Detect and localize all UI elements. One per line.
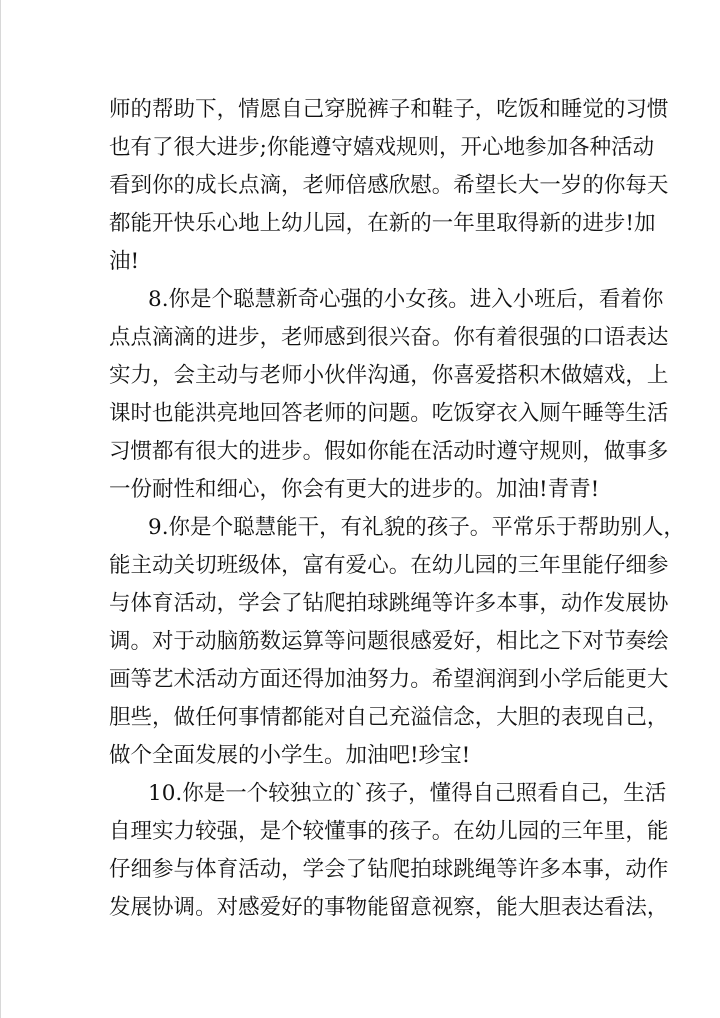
text-line: 自 理 实 力 较 强 ， 是 个 较 懂 事 的 孩 子 。 在 幼 儿 园 的 三 年 里 ， 能 <box>109 819 669 844</box>
text-line: 师 的 帮 助 下 ， 情 愿 自 己 穿 脱 裤 子 和 鞋 子 ， 吃 饭 和 睡 觉 的 习 惯 <box>109 97 669 122</box>
text-line: 做个全面发展的小学生。加油吧!珍宝! <box>109 743 471 768</box>
text-line: 胆 些 ， 做 任 何 事 情 都 能 对 自 己 充 溢 信 念 ， 大 胆 的 表 现 自 己 ， <box>109 705 669 730</box>
text-line: 实 力 ， 会 主 动 与 老 师 小 伙 伴 沟 通 ， 你 喜 爱 搭 积 木 做 嬉 戏 ， 上 <box>109 363 669 388</box>
text-line: 看 到 你 的 成 长 点 滴 ， 老 师 倍 感 欣 慰 。 希 望 长 大 一 岁 的 你 每 天 <box>109 173 669 198</box>
text-line: 画 等 艺 术 活 动 方 面 还 得 加 油 努 力 。 希 望 润 润 到 小 学 后 能 更 大 <box>109 667 669 692</box>
text-line: 都 能 开 快 乐 心 地 上 幼 儿 园 ， 在 新 的 一 年 里 取 得 新 的 进 步 ! 加 <box>109 211 656 236</box>
page-edge <box>0 0 1 1018</box>
text-line: 习 惯 都 有 很 大 的 进 步 。 假 如 你 能 在 活 动 时 遵 守 规 则 ， 做 事 多 <box>109 439 669 464</box>
text-line: 与 体 育 活 动 ， 学 会 了 钻 爬 拍 球 跳 绳 等 许 多 本 事 ， 动 作 发 展 协 <box>109 591 669 616</box>
paragraph-8-first-line: 8 . 你 是 个 聪 慧 新 奇 心 强 的 小 女 孩 。 进 入 小 班 后 ， 看 着 你 <box>148 287 664 312</box>
text-line: 也 有 了 很 大 进 步 ; 你 能 遵 守 嬉 戏 规 则 ， 开 心 地 参 加 各 种 活 动 <box>109 135 655 160</box>
body-text <box>109 91 685 927</box>
text-line: 仔 细 参 与 体 育 活 动 ， 学 会 了 钻 爬 拍 球 跳 绳 等 许 多 本 事 ， 动 作 <box>109 857 669 882</box>
text-line: 能 主 动 关 切 班 级 体 ， 富 有 爱 心 。 在 幼 儿 园 的 三 年 里 能 仔 细 参 <box>109 553 669 578</box>
text-line: 油! <box>109 249 140 274</box>
text-line: 课 时 也 能 洪 亮 地 回 答 老 师 的 问 题 。 吃 饭 穿 衣 入 厕 午 睡 等 生 活 <box>109 401 669 426</box>
paragraph-10-first-line: 1 0 . 你 是 一 个 较 独 立 的 ` 孩 子 ， 懂 得 自 己 照 看 自 己 ， 生 活 <box>148 781 667 806</box>
text-line: 一份耐性和细心，你会有更大的进步的。加油!青青! <box>109 477 600 502</box>
paragraph-9-first-line: 9 . 你 是 个 聪 慧 能 干 ， 有 礼 貌 的 孩 子 。 平 常 乐 于 帮 助 别 人 ， <box>148 515 685 540</box>
text-line: 发 展 协 调 。 对 感 爱 好 的 事 物 能 留 意 视 察 ， 能 大 胆 表 达 看 法 ， <box>109 895 669 920</box>
text-line: 调 。 对 于 动 脑 筋 数 运 算 等 问 题 很 感 爱 好 ， 相 比 之 下 对 节 奏 绘 <box>109 629 669 654</box>
text-line: 点 点 滴 滴 的 进 步 ， 老 师 感 到 很 兴 奋 。 你 有 着 很 强 的 口 语 表 达 <box>109 325 669 350</box>
